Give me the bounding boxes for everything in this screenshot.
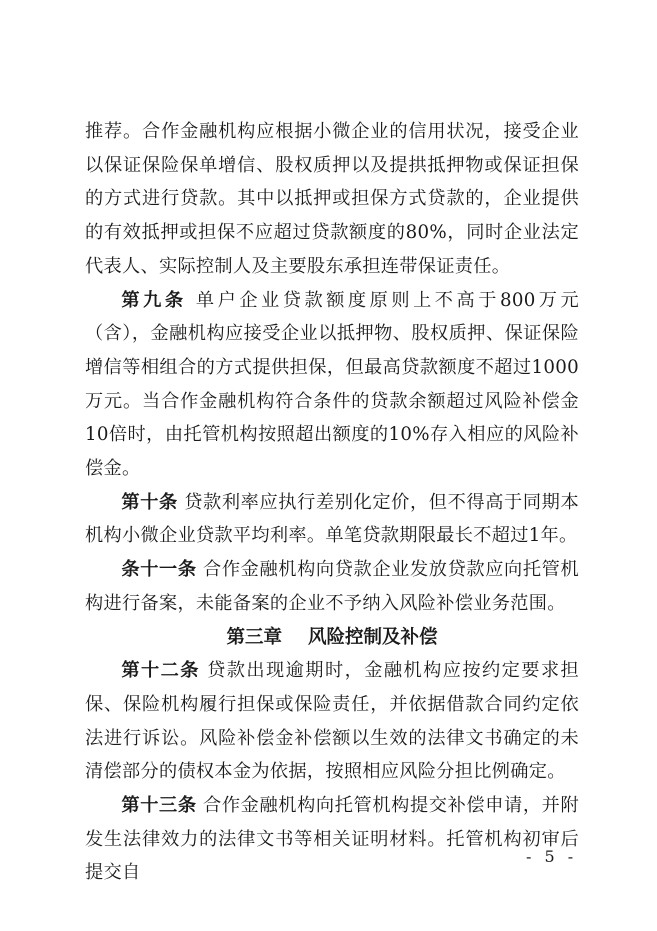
article-12: [85, 654, 579, 789]
chapter-heading: [85, 621, 579, 655]
article-number: 第九条: [121, 289, 187, 311]
article-text: 合作金融机构向贷款企业发放贷款应向托管机构进行备案，未能备案的企业不予纳入风险补偿业务范围。: [85, 559, 579, 614]
article-13: [85, 789, 579, 890]
article-number: 第十二条: [121, 660, 200, 682]
article-number: 第十三条: [121, 795, 197, 817]
article-number: 第十条: [121, 491, 178, 513]
page-number: - 5 -: [526, 847, 578, 866]
paragraph-text: 推荐。合作金融机构应根据小微企业的信用状况，接受企业以保证保险保单增信、股权质押以及提拱抵押物或保证担保的方式进行贷款。其中以抵押或担保方式贷款的，企业提供的有效抵押或担保不应超过贷款额度的80%，同时企业法定代表人、实际控制人及主要股东承担连带保证责任。: [85, 121, 579, 277]
paragraph-continuation: [85, 115, 579, 284]
article-10: [85, 486, 579, 553]
article-text: 贷款利率应执行差别化定价，但不得高于同期本机构小微企业贷款平均利率。单笔贷款期限最长不超过1年。: [85, 491, 579, 547]
chapter-title: 风险控制及补偿: [308, 626, 438, 648]
article-text: 合作金融机构向托管机构提交补偿申请，并附发生法律效力的法律文书等相关证明材料。托管机构初审后提交自: [85, 795, 579, 884]
article-text: 单户企业贷款额度原则上不高于800万元（含），金融机构应接受企业以抵押物、股权质押、保证保险增信等相组合的方式提供担保，但最高贷款额度不超过1000万元。当合作金融机构符合条件的贷款余额超过风险补偿金10倍时，由托管机构按照超出额度的10%存入相应的风险补偿金。: [85, 289, 580, 480]
chapter-number: 第三章: [226, 626, 282, 648]
article-11: [85, 553, 579, 620]
document-body: [85, 115, 579, 890]
article-text: 贷款出现逾期时，金融机构应按约定要求担保、保险机构履行担保或保险责任，并依据借款合同约定依法进行诉讼。风险补偿金补偿额以生效的法律文书确定的未清偿部分的债权本金为依据，按照相应风险分担比例确定。: [85, 660, 579, 783]
article-9: [85, 284, 579, 486]
article-number: 条十一条: [121, 559, 197, 581]
